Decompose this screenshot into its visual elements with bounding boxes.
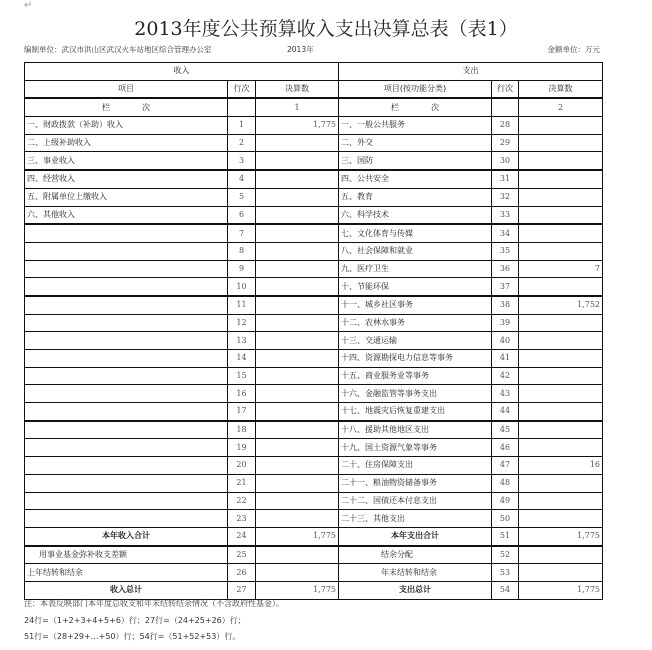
income-row-no-cell: 20	[228, 457, 256, 475]
income-item-cell	[25, 474, 228, 492]
expense-amount-cell	[519, 403, 603, 421]
income-amount-cell	[256, 564, 339, 582]
income-row-no-cell: 8	[228, 242, 256, 260]
income-item-header: 项目	[25, 80, 228, 98]
income-amount-cell	[256, 152, 339, 170]
income-row-no-cell: 13	[228, 332, 256, 350]
expense-item-cell: 四、公共安全	[339, 170, 492, 188]
expense-row-no-cell: 34	[492, 224, 519, 242]
income-amount-cell: 1,775	[256, 581, 339, 599]
income-amount-cell	[256, 206, 339, 224]
expense-section-header: 支出	[339, 63, 603, 81]
table-row	[25, 260, 603, 278]
income-amount-cell: 1,775	[256, 527, 339, 545]
table-row	[25, 117, 603, 135]
expense-item-cell: 本年支出合计	[339, 527, 492, 545]
income-item-cell	[25, 421, 228, 439]
income-row-no-cell: 14	[228, 350, 256, 368]
income-amount-cell	[256, 403, 339, 421]
paragraph-mark-icon: ↵	[24, 0, 33, 11]
income-item-cell: 三、事业收入	[25, 152, 228, 170]
income-item-cell: 五、附属单位上缴收入	[25, 188, 228, 206]
income-amount-cell	[256, 350, 339, 368]
income-row-no-cell: 24	[228, 527, 256, 545]
expense-amount-header: 决算数	[519, 80, 603, 98]
expense-amount-cell	[519, 546, 603, 564]
income-amount-cell	[256, 510, 339, 528]
income-amount-cell	[256, 492, 339, 510]
expense-row-no-cell: 50	[492, 510, 519, 528]
income-row-no-cell: 7	[228, 224, 256, 242]
income-column-blank	[228, 98, 256, 116]
table-row	[25, 188, 603, 206]
report-year: 2013年	[287, 45, 314, 54]
income-row-no-cell: 21	[228, 474, 256, 492]
expense-amount-cell	[519, 564, 603, 582]
expense-item-cell: 十二、农林水事务	[339, 314, 492, 332]
income-amount-cell	[256, 188, 339, 206]
expense-row-no-header: 行次	[492, 80, 519, 98]
income-item-cell	[25, 296, 228, 314]
table-row	[25, 224, 603, 242]
table-row	[25, 314, 603, 332]
expense-item-cell: 三、国防	[339, 152, 492, 170]
income-amount-cell	[256, 421, 339, 439]
income-item-cell	[25, 314, 228, 332]
expense-item-cell: 二十二、国债还本付息支出	[339, 492, 492, 510]
income-row-no-cell: 27	[228, 581, 256, 599]
income-amount-cell	[256, 278, 339, 296]
expense-amount-cell: 7	[519, 260, 603, 278]
income-item-cell: 收入总计	[25, 581, 228, 599]
expense-row-no-cell: 51	[492, 527, 519, 545]
expense-amount-cell	[519, 510, 603, 528]
income-row-no-cell: 23	[228, 510, 256, 528]
income-amount-cell	[256, 367, 339, 385]
income-item-cell	[25, 510, 228, 528]
note-line: 24行=（1+2+3+4+5+6）行；27行=（24+25+26）行；	[24, 615, 246, 625]
expense-item-cell: 二十三、其他支出	[339, 510, 492, 528]
income-column-label: 栏 次	[25, 98, 228, 116]
income-item-cell	[25, 403, 228, 421]
table-row	[25, 385, 603, 403]
budget-table	[24, 62, 603, 600]
expense-row-no-cell: 30	[492, 152, 519, 170]
expense-item-header: 项目(按功能分类)	[339, 80, 492, 98]
expense-amount-cell	[519, 188, 603, 206]
income-row-no-cell: 3	[228, 152, 256, 170]
expense-row-no-cell: 41	[492, 350, 519, 368]
expense-amount-cell	[519, 385, 603, 403]
expense-row-no-cell: 32	[492, 188, 519, 206]
income-row-no-cell: 25	[228, 546, 256, 564]
expense-amount-cell	[519, 206, 603, 224]
expense-amount-cell: 16	[519, 457, 603, 475]
column-number-row	[25, 98, 603, 116]
expense-row-no-cell: 33	[492, 206, 519, 224]
income-row-no-cell: 22	[228, 492, 256, 510]
income-item-cell: 用事业基金弥补收支差额	[25, 546, 228, 564]
expense-row-no-cell: 43	[492, 385, 519, 403]
income-amount-cell	[256, 439, 339, 457]
expense-item-cell: 十三、交通运输	[339, 332, 492, 350]
table-row	[25, 403, 603, 421]
expense-column-number: 2	[519, 98, 603, 116]
table-row	[25, 242, 603, 260]
income-item-cell: 六、其他收入	[25, 206, 228, 224]
income-row-no-cell: 2	[228, 134, 256, 152]
income-item-cell: 二、上级补助收入	[25, 134, 228, 152]
income-amount-cell	[256, 314, 339, 332]
expense-item-cell: 十、节能环保	[339, 278, 492, 296]
expense-item-cell: 五、教育	[339, 188, 492, 206]
expense-row-no-cell: 37	[492, 278, 519, 296]
income-row-no-cell: 18	[228, 421, 256, 439]
income-item-cell: 上年结转和结余	[25, 564, 228, 582]
income-row-no-header: 行次	[228, 80, 256, 98]
expense-item-cell: 一、一般公共服务	[339, 117, 492, 135]
expense-amount-cell	[519, 474, 603, 492]
income-row-no-cell: 5	[228, 188, 256, 206]
income-row-no-cell: 1	[228, 117, 256, 135]
expense-amount-cell	[519, 152, 603, 170]
expense-item-cell: 十一、城乡社区事务	[339, 296, 492, 314]
income-item-cell	[25, 350, 228, 368]
expense-amount-cell	[519, 350, 603, 368]
table-row	[25, 206, 603, 224]
expense-item-cell: 二十一、粮油物资储备事务	[339, 474, 492, 492]
note-line: 51行=（28+29+…+50）行；54行=（51+52+53）行。	[24, 632, 241, 641]
expense-item-cell: 八、社会保障和就业	[339, 242, 492, 260]
income-row-no-cell: 4	[228, 170, 256, 188]
income-item-cell: 本年收入合计	[25, 527, 228, 545]
expense-amount-cell: 1,775	[519, 581, 603, 599]
table-row	[25, 546, 603, 564]
income-item-cell	[25, 492, 228, 510]
income-row-no-cell: 12	[228, 314, 256, 332]
income-column-number: 1	[256, 98, 339, 116]
expense-row-no-cell: 28	[492, 117, 519, 135]
notes	[24, 596, 284, 646]
expense-amount-cell	[519, 492, 603, 510]
income-amount-cell	[256, 385, 339, 403]
table-row	[25, 278, 603, 296]
income-section-header: 收入	[25, 63, 339, 81]
expense-amount-cell	[519, 134, 603, 152]
table-row	[25, 152, 603, 170]
expense-row-no-cell: 40	[492, 332, 519, 350]
expense-amount-cell: 1,752	[519, 296, 603, 314]
table-row	[25, 170, 603, 188]
income-amount-cell	[256, 546, 339, 564]
expense-item-cell: 十六、金融监管等事务支出	[339, 385, 492, 403]
table-row	[25, 421, 603, 439]
income-row-no-cell: 10	[228, 278, 256, 296]
expense-item-cell: 十四、资源勘探电力信息等事务	[339, 350, 492, 368]
income-item-cell: 四、经营收入	[25, 170, 228, 188]
table-row	[25, 332, 603, 350]
expense-row-no-cell: 35	[492, 242, 519, 260]
expense-amount-cell	[519, 367, 603, 385]
income-row-no-cell: 15	[228, 367, 256, 385]
income-amount-cell	[256, 260, 339, 278]
table-row	[25, 439, 603, 457]
expense-row-no-cell: 39	[492, 314, 519, 332]
note-line: 注：本表反映部门本年度总收支和年末结转结余情况（不含政府性基金）。	[24, 599, 284, 608]
expense-row-no-cell: 36	[492, 260, 519, 278]
income-item-cell	[25, 439, 228, 457]
expense-row-no-cell: 38	[492, 296, 519, 314]
table-row	[25, 350, 603, 368]
table-row	[25, 134, 603, 152]
expense-item-cell: 结余分配	[339, 546, 492, 564]
income-row-no-cell: 26	[228, 564, 256, 582]
section-header-row	[25, 63, 603, 81]
table-row	[25, 296, 603, 314]
income-amount-cell	[256, 242, 339, 260]
income-item-cell	[25, 278, 228, 296]
income-item-cell	[25, 457, 228, 475]
money-unit: 金额单位：万元	[547, 45, 600, 54]
expense-item-cell: 二、外交	[339, 134, 492, 152]
table-row	[25, 510, 603, 528]
column-header-row	[25, 80, 603, 98]
income-row-no-cell: 9	[228, 260, 256, 278]
expense-row-no-cell: 31	[492, 170, 519, 188]
table-row	[25, 457, 603, 475]
expense-item-cell: 二十、住房保障支出	[339, 457, 492, 475]
expense-amount-cell	[519, 439, 603, 457]
expense-row-no-cell: 54	[492, 581, 519, 599]
expense-amount-cell	[519, 224, 603, 242]
page-title: 2013年度公共预算收入支出决算总表（表1）	[134, 18, 518, 40]
income-item-cell	[25, 332, 228, 350]
table-row	[25, 367, 603, 385]
income-row-no-cell: 17	[228, 403, 256, 421]
expense-row-no-cell: 45	[492, 421, 519, 439]
expense-column-label: 栏 次	[339, 98, 492, 116]
income-item-cell	[25, 385, 228, 403]
income-amount-cell	[256, 170, 339, 188]
expense-row-no-cell: 53	[492, 564, 519, 582]
income-item-cell	[25, 242, 228, 260]
expense-item-cell: 支出总计	[339, 581, 492, 599]
income-amount-header: 决算数	[256, 80, 339, 98]
expense-row-no-cell: 52	[492, 546, 519, 564]
expense-column-blank	[492, 98, 519, 116]
income-row-no-cell: 16	[228, 385, 256, 403]
expense-item-cell: 七、文化体育与传媒	[339, 224, 492, 242]
expense-item-cell: 十七、地震灾后恢复重建支出	[339, 403, 492, 421]
expense-row-no-cell: 47	[492, 457, 519, 475]
expense-amount-cell	[519, 117, 603, 135]
table-row	[25, 564, 603, 582]
income-amount-cell	[256, 296, 339, 314]
table-row	[25, 527, 603, 545]
expense-row-no-cell: 29	[492, 134, 519, 152]
expense-item-cell: 十八、援助其他地区支出	[339, 421, 492, 439]
expense-amount-cell	[519, 332, 603, 350]
expense-row-no-cell: 49	[492, 492, 519, 510]
table-row	[25, 492, 603, 510]
expense-amount-cell: 1,775	[519, 527, 603, 545]
income-amount-cell	[256, 332, 339, 350]
income-amount-cell	[256, 457, 339, 475]
expense-item-cell: 六、科学技术	[339, 206, 492, 224]
income-amount-cell	[256, 474, 339, 492]
income-row-no-cell: 6	[228, 206, 256, 224]
expense-item-cell: 年末结转和结余	[339, 564, 492, 582]
income-item-cell	[25, 224, 228, 242]
expense-amount-cell	[519, 278, 603, 296]
table-row	[25, 474, 603, 492]
expense-item-cell: 十五、商业服务业等事务	[339, 367, 492, 385]
income-row-no-cell: 11	[228, 296, 256, 314]
expense-item-cell: 九、医疗卫生	[339, 260, 492, 278]
expense-row-no-cell: 44	[492, 403, 519, 421]
expense-amount-cell	[519, 314, 603, 332]
expense-item-cell: 十九、国土资源气象等事务	[339, 439, 492, 457]
income-amount-cell: 1,775	[256, 117, 339, 135]
expense-row-no-cell: 48	[492, 474, 519, 492]
income-row-no-cell: 19	[228, 439, 256, 457]
income-item-cell	[25, 367, 228, 385]
income-item-cell: 一、财政拨款（补助）收入	[25, 117, 228, 135]
expense-amount-cell	[519, 242, 603, 260]
expense-amount-cell	[519, 170, 603, 188]
income-item-cell	[25, 260, 228, 278]
expense-amount-cell	[519, 421, 603, 439]
compiling-unit: 编制单位：武汉市洪山区武汉火车站地区综合管理办公室	[24, 45, 212, 54]
expense-row-no-cell: 46	[492, 439, 519, 457]
income-amount-cell	[256, 134, 339, 152]
income-amount-cell	[256, 224, 339, 242]
expense-row-no-cell: 42	[492, 367, 519, 385]
